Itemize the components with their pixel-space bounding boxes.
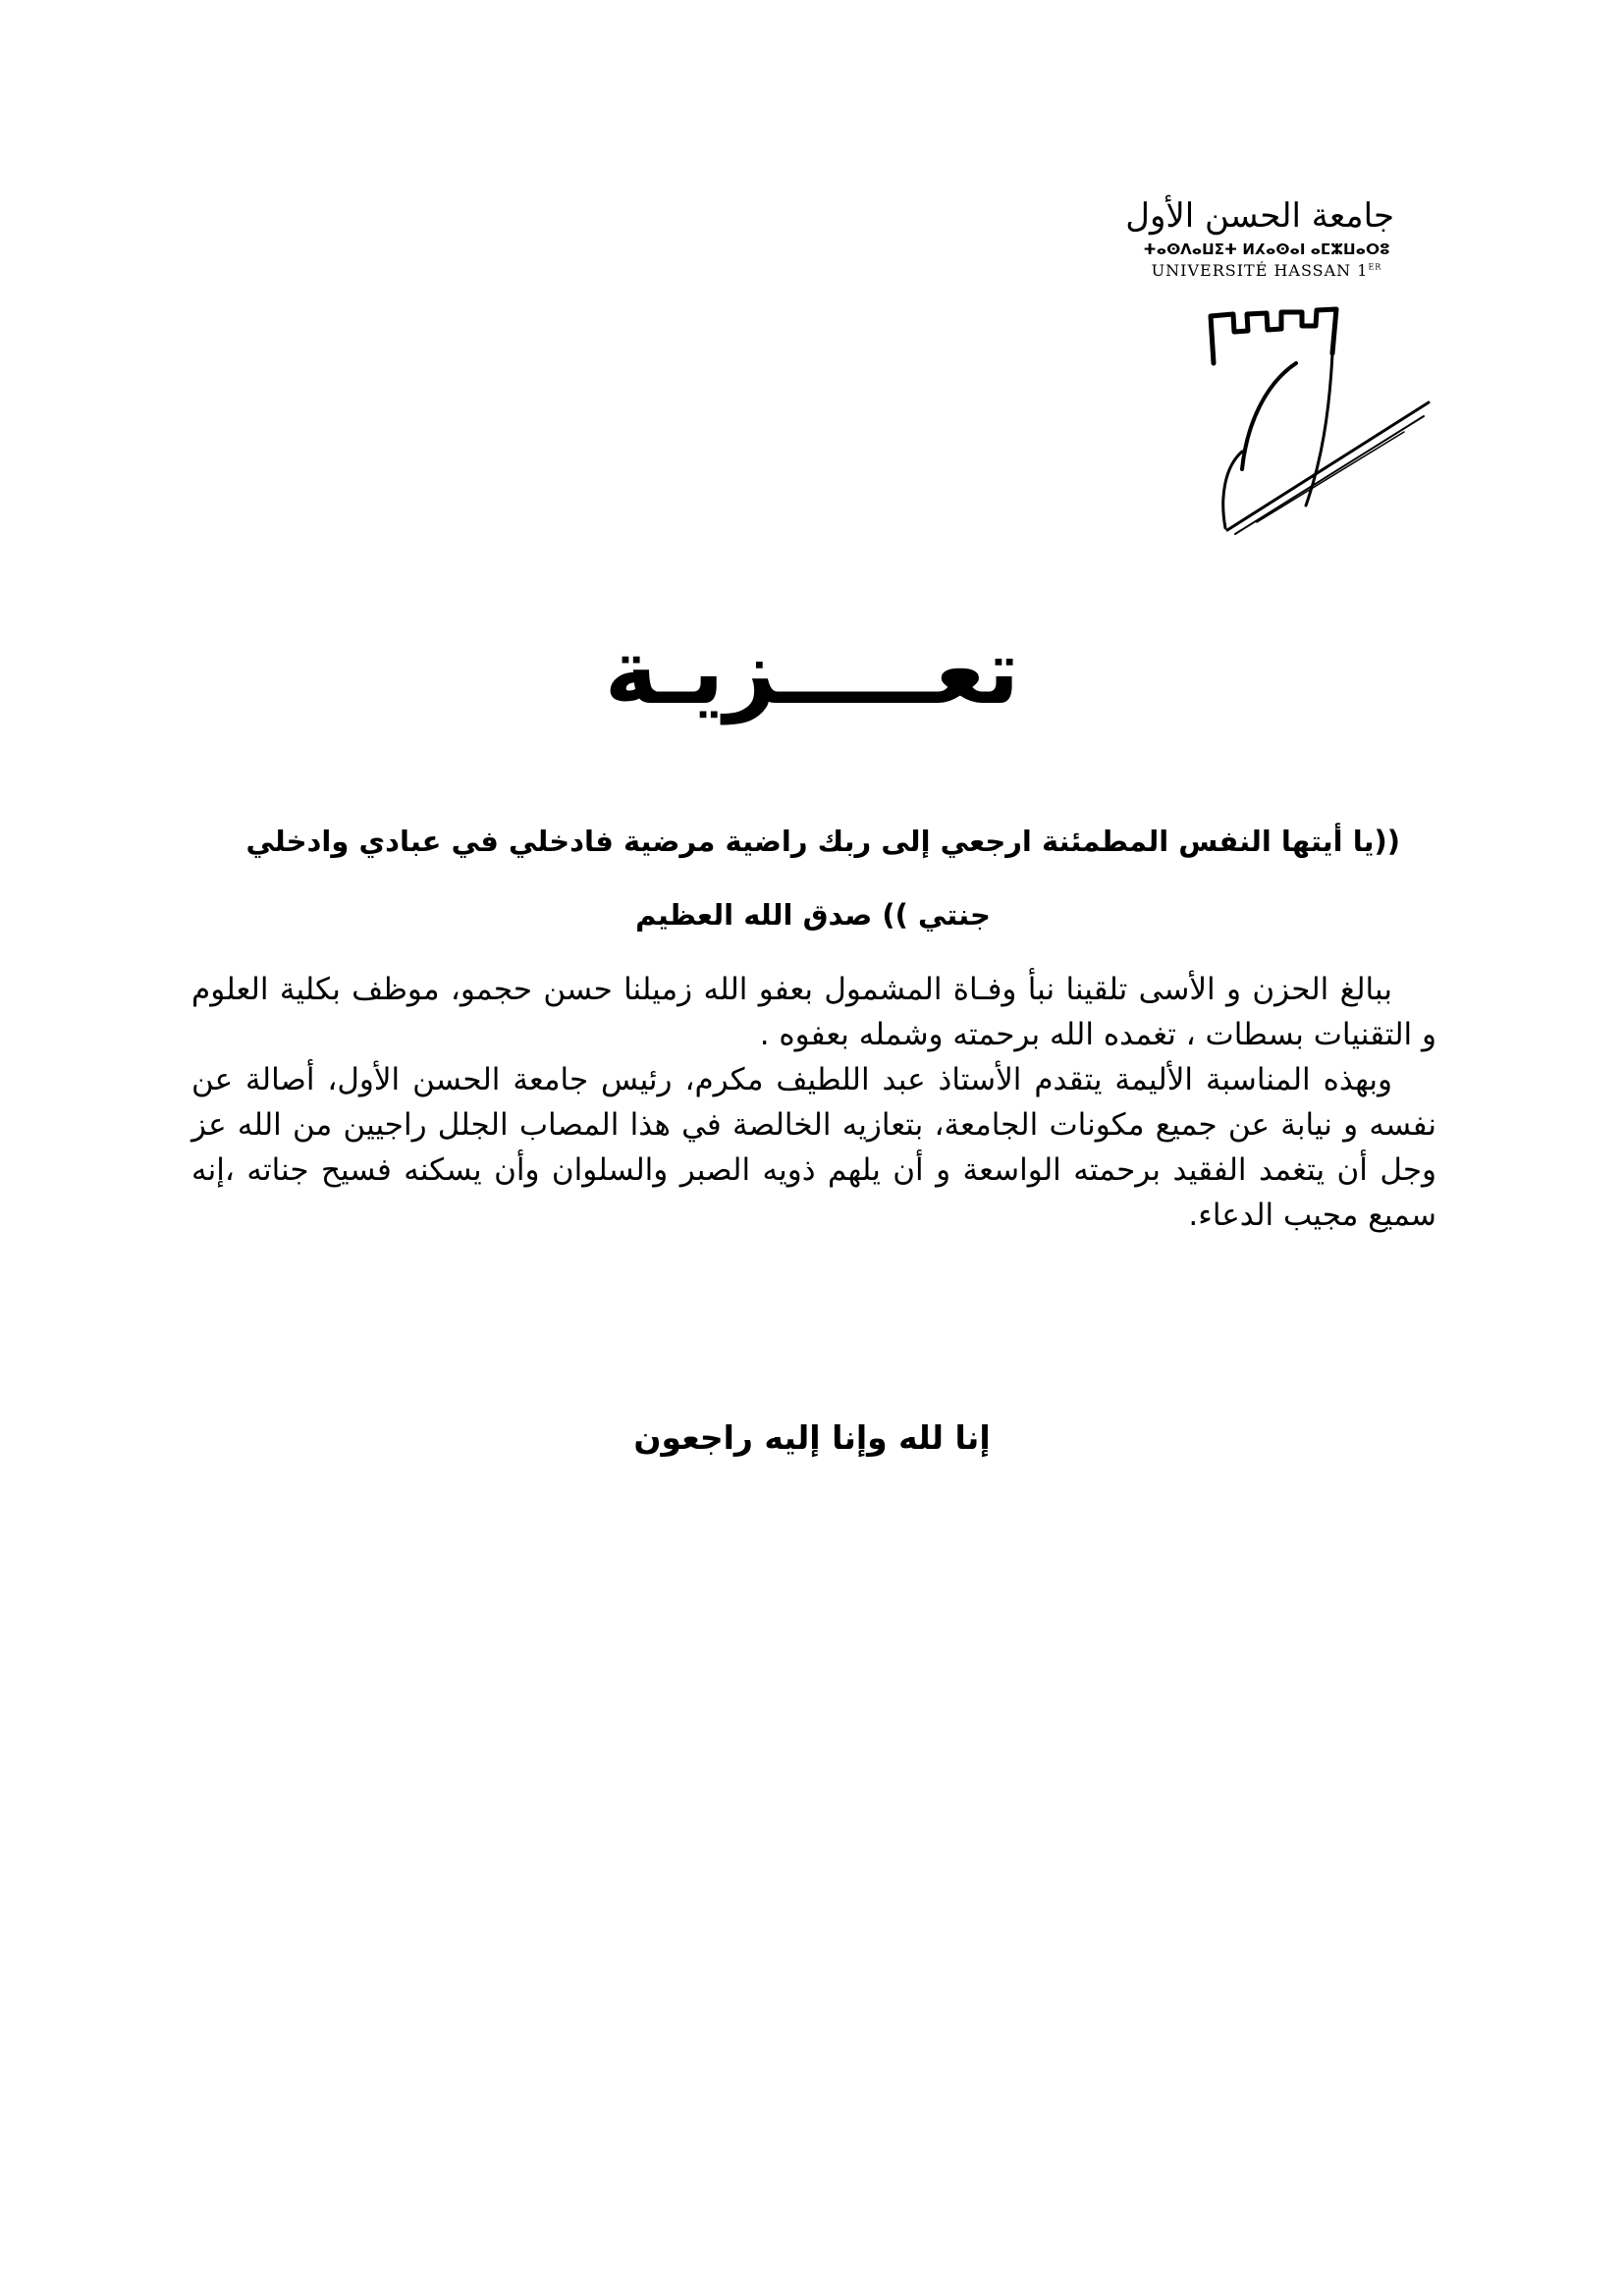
page-title: تعـــــزيـة [604,619,1020,724]
quran-verse-line-1: ((يا أيتها النفس المطمئنة ارجعي إلى ربك راضية مرضية فادخلي في عبادي وادخلي [245,825,1400,858]
university-logo [1110,187,1434,540]
paragraph-1: ببالغ الحزن و الأسى تلقينا نبأ وفـاة المشمول بعفو الله زميلنا حسن حجمو، موظف بكلية العلوم و التقنيات بسطات ، تغمده الله برحمته وشمله بعفوه . [191,972,1436,1052]
closing-phrase: إنا لله وإنا إليه راجعون [633,1418,991,1457]
tower-emblem-icon [1110,294,1434,540]
paragraph-2: وبهذه المناسبة الأليمة يتقدم الأستاذ عبد اللطيف مكرم، رئيس جامعة الحسن الأول، أصالة عن نفسه و نيابة عن جميع مكونات الجامعة، بتعازيه الخالصة في هذا المصاب الجلل راجيين من الله عز وجل أن يتغمد الفقيد برحمته الواسعة و أن يلهم ذويه الصبر والسلوان وأن يسكنه فسيح جناته ،إنه سميع مجيب الدعاء. [191,1062,1436,1233]
condolence-body [191,967,1436,1238]
logo-french-name: UNIVERSITÉ HASSAN 1ER [1151,261,1382,280]
logo-arabic-name: جامعة الحسن الأول [1125,196,1394,236]
logo-tifinagh-name: ⵜⴰⵙⴷⴰⵡⵉⵜ ⵍⵃⴰⵙⴰⵏ ⴰⵎⵣⵡⴰⵔⵓ [1143,240,1390,258]
quran-verse-line-2: جنتي )) صدق الله العظيم [635,898,991,932]
